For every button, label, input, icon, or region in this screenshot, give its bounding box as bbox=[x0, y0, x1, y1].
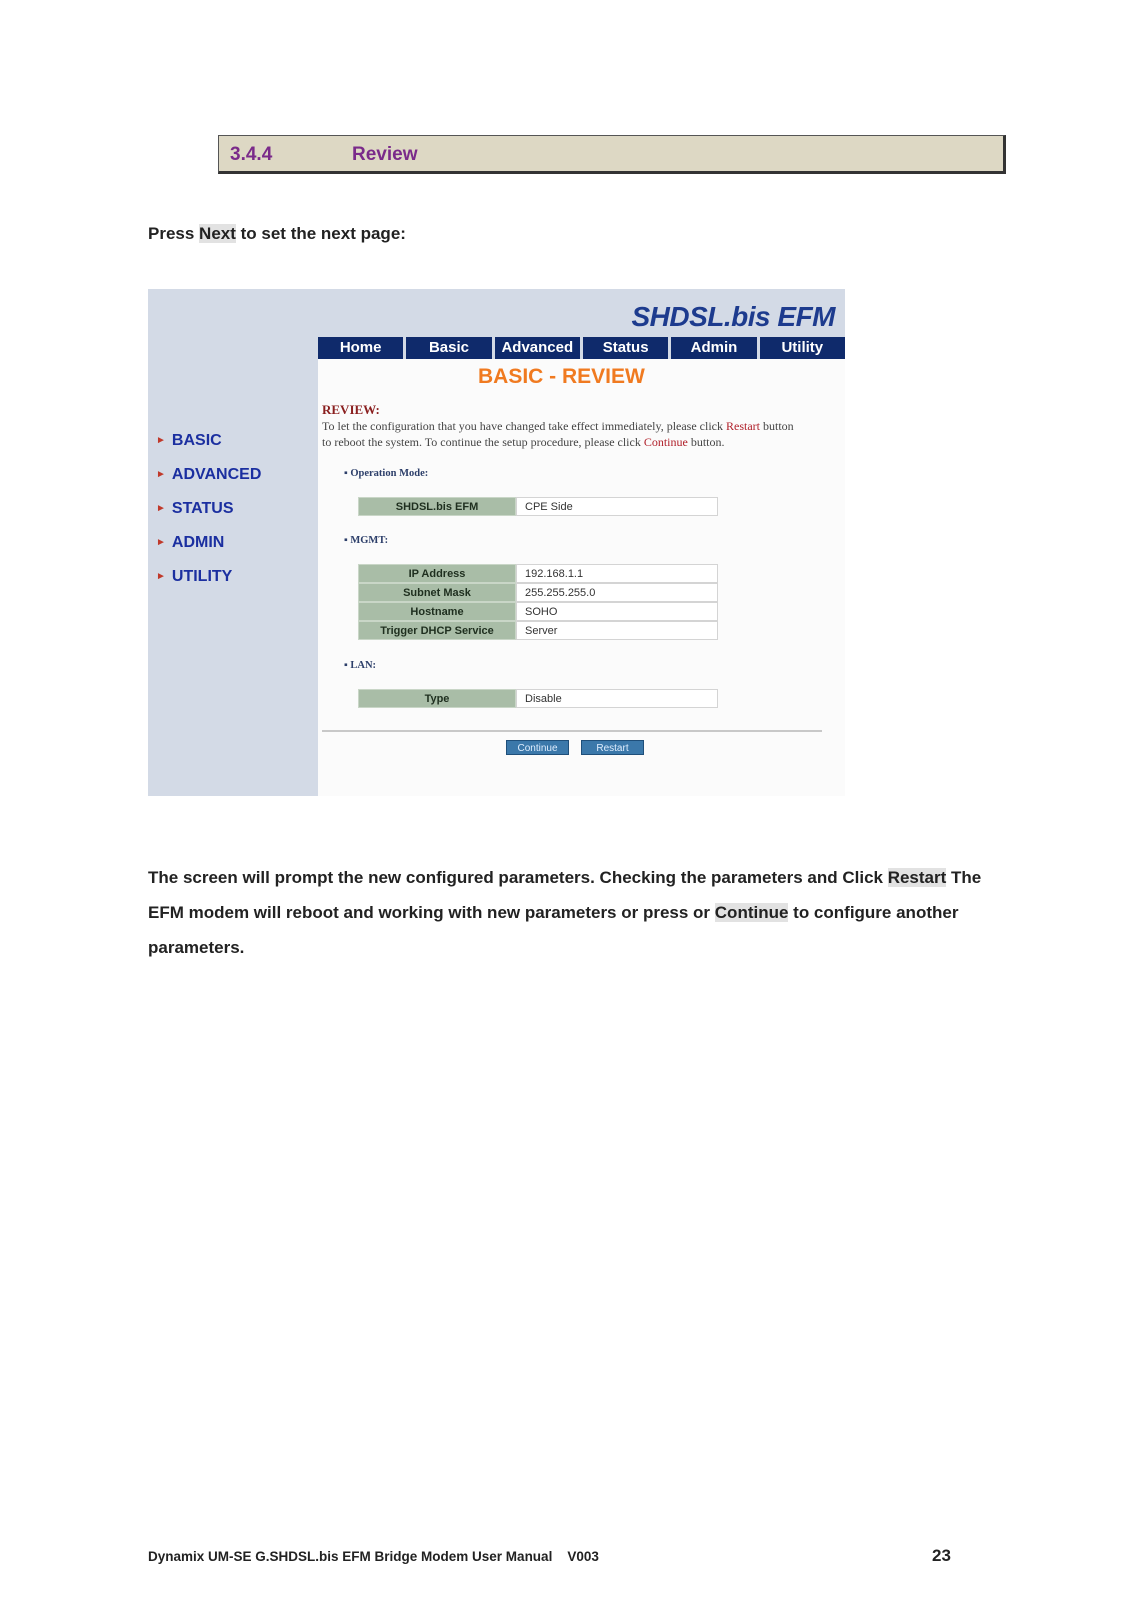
closing-paragraph: The screen will prompt the new configured parameters. Checking the parameters and Click Restart The EFM modem will reboot and working with new parameters or press or Continue to configure another parameters. bbox=[148, 868, 982, 957]
continue-reference: Continue bbox=[643, 435, 688, 449]
restart-reference: Restart bbox=[887, 868, 947, 887]
intro-pre: Press bbox=[148, 224, 200, 243]
table-row bbox=[358, 497, 718, 516]
arrow-right-icon: ► bbox=[156, 469, 166, 480]
next-reference: Next bbox=[199, 224, 236, 243]
intro-post: to set the next page: bbox=[235, 224, 406, 243]
section-heading bbox=[218, 135, 1006, 174]
operation-mode-label: ▪ Operation Mode: bbox=[344, 468, 428, 479]
arrow-right-icon: ► bbox=[156, 571, 166, 582]
nav-tab-advanced[interactable]: Advanced bbox=[495, 337, 583, 359]
mgmt-label: ▪ MGMT: bbox=[344, 535, 388, 546]
sidebar-item-label: UTILITY bbox=[171, 568, 233, 585]
table-row bbox=[358, 583, 718, 602]
lan-label: ▪ LAN: bbox=[344, 660, 376, 671]
table-row bbox=[358, 689, 718, 708]
section-number: 3.4.4 bbox=[230, 144, 273, 165]
table-row bbox=[358, 602, 718, 621]
sidebar-item-label: ADMIN bbox=[171, 534, 225, 551]
row-value: 255.255.255.0 bbox=[516, 583, 718, 602]
review-label: REVIEW: bbox=[322, 402, 380, 417]
table-row bbox=[358, 564, 718, 583]
page-title: BASIC - REVIEW bbox=[478, 365, 645, 388]
restart-button[interactable]: Restart bbox=[581, 740, 644, 755]
sidebar-item-label: ADVANCED bbox=[171, 466, 262, 483]
row-label: IP Address bbox=[358, 564, 516, 583]
sidebar-item-admin[interactable] bbox=[156, 534, 224, 552]
review-text-line-2: to reboot the system. To continue the setup procedure, please click Continue button. bbox=[322, 435, 725, 449]
header-band bbox=[318, 289, 845, 337]
row-value: 192.168.1.1 bbox=[516, 564, 718, 583]
router-ui-screenshot bbox=[148, 289, 845, 796]
review-text-line-1: To let the configuration that you have changed take effect immediately, please click Restart button bbox=[322, 419, 794, 433]
row-label: Type bbox=[358, 689, 516, 708]
arrow-right-icon: ► bbox=[156, 503, 166, 514]
row-label: SHDSL.bis EFM bbox=[358, 497, 516, 516]
row-value: Server bbox=[516, 621, 718, 640]
arrow-right-icon: ► bbox=[156, 435, 166, 446]
row-value: SOHO bbox=[516, 602, 718, 621]
row-value: CPE Side bbox=[516, 497, 718, 516]
continue-button[interactable]: Continue bbox=[506, 740, 569, 755]
divider bbox=[322, 730, 822, 732]
section-title: Review bbox=[352, 144, 418, 165]
nav-tab-utility[interactable]: Utility bbox=[781, 339, 824, 356]
brand-logo: SHDSL.bis EFM bbox=[631, 301, 835, 332]
nav-tab-home[interactable]: Home bbox=[318, 337, 406, 359]
row-label: Hostname bbox=[358, 602, 516, 621]
sidebar-item-advanced[interactable] bbox=[156, 466, 261, 484]
intro-paragraph bbox=[148, 224, 406, 244]
nav-tab-status[interactable]: Status bbox=[583, 337, 671, 359]
sidebar-item-label: BASIC bbox=[171, 432, 222, 449]
sidebar-item-utility[interactable] bbox=[156, 568, 232, 586]
sidebar-item-label: STATUS bbox=[171, 500, 234, 517]
top-nav bbox=[318, 337, 845, 359]
row-label: Subnet Mask bbox=[358, 583, 516, 602]
sidebar-item-status[interactable] bbox=[156, 500, 234, 518]
sidebar-item-basic[interactable] bbox=[156, 432, 222, 450]
footer-text: Dynamix UM-SE G.SHDSL.bis EFM Bridge Modem User Manual V003 bbox=[148, 1549, 599, 1564]
nav-tab-admin[interactable]: Admin bbox=[671, 337, 759, 359]
page-number: 23 bbox=[932, 1546, 951, 1565]
restart-reference: Restart bbox=[726, 419, 760, 433]
table-row bbox=[358, 621, 718, 640]
row-label: Trigger DHCP Service bbox=[358, 621, 516, 640]
row-value: Disable bbox=[516, 689, 718, 708]
arrow-right-icon: ► bbox=[156, 537, 166, 548]
nav-tab-basic[interactable]: Basic bbox=[406, 337, 494, 359]
continue-reference: Continue bbox=[714, 903, 789, 922]
